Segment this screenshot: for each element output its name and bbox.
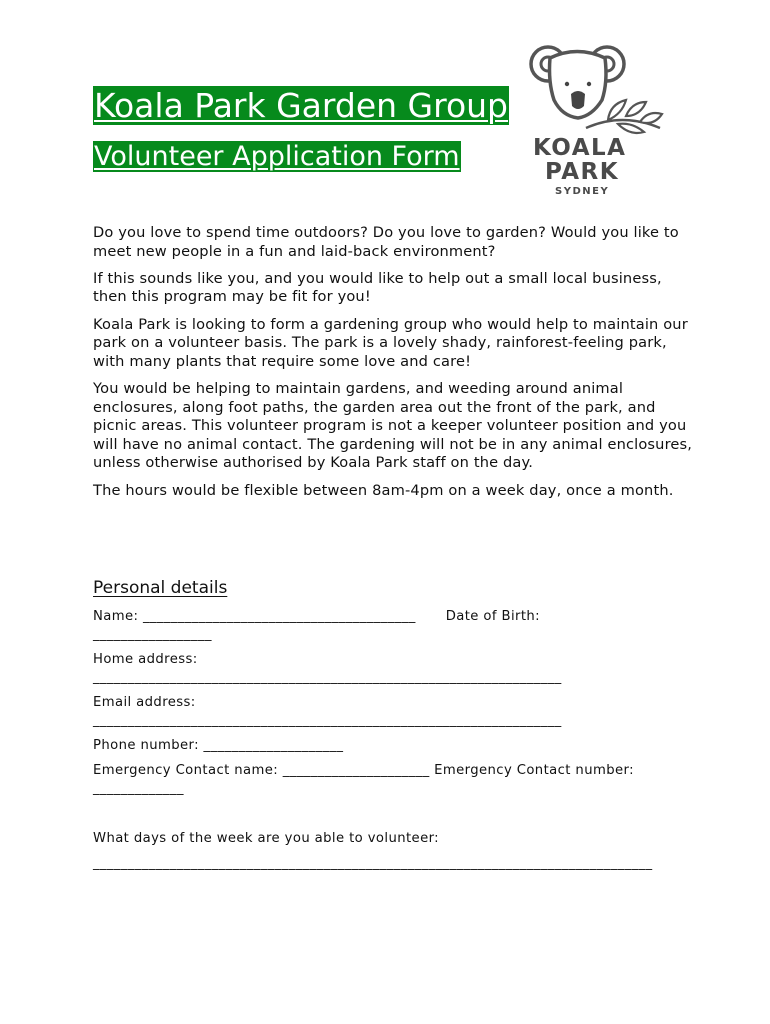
page-title-text: Koala Park Garden Group [94,86,508,125]
name-field-row [93,608,693,626]
home-address-field[interactable]: ___________________________________________________________________ [93,670,562,685]
logo-text-koala: KOALA [533,135,627,161]
volunteer-days-field[interactable]: ________________________________________________________________________________ [93,856,653,871]
page-subtitle-text: Volunteer Application Form [94,141,460,172]
intro-paragraph: Koala Park is looking to form a gardening group who would help to maintain our park on a volunteer basis. The park is a lovely shady, rainforest-feeling park, with many plants that require some love and care! [93,315,688,370]
page-subtitle [93,139,461,175]
home-address-label: Home address: [93,652,198,667]
intro-paragraph: Do you love to spend time outdoors? Do you love to garden? Would you like to meet new people in a fun and laid-back environment? [93,224,679,260]
phone-number-field[interactable]: Phone number: ____________________ [93,738,344,753]
logo-text-sydney: SYDNEY [555,186,610,197]
page-title [93,86,509,126]
email-address-field[interactable]: ___________________________________________________________________ [93,713,562,728]
koala-park-logo [522,40,670,198]
logo-text-park: PARK [545,159,620,185]
intro-paragraph: You would be helping to maintain gardens, and weeding around animal enclosures, along foot paths, the garden area out the front of the park, and picnic areas. This volunteer program is not a keeper volunteer position and you will have no animal contact. The gardening will not be in any animal enclosures, unless otherwise authorised by Koala Park staff on the day. [93,379,693,472]
date-of-birth-label: Date of Birth: [445,609,541,624]
intro-paragraph: If this sounds like you, and you would like to help out a small local business, then this program may be fit for you! [93,269,662,306]
name-field[interactable]: Name: _______________________________________ [93,609,416,624]
personal-details-heading: Personal details [93,578,228,598]
date-of-birth-field[interactable]: _________________ [93,627,212,642]
volunteer-days-label: What days of the week are you able to volunteer: [93,831,440,846]
email-address-label: Email address: [93,695,196,710]
intro-text [93,224,693,509]
emergency-contact-number-field[interactable]: _____________ [93,781,184,796]
emergency-contact-field[interactable]: Emergency Contact name: _____________________ Emergency Contact number: [93,763,634,778]
personal-details-form [93,608,693,873]
koala-face-icon [531,47,624,118]
intro-paragraph: The hours would be flexible between 8am-4pm on a week day, once a month. [93,481,674,499]
